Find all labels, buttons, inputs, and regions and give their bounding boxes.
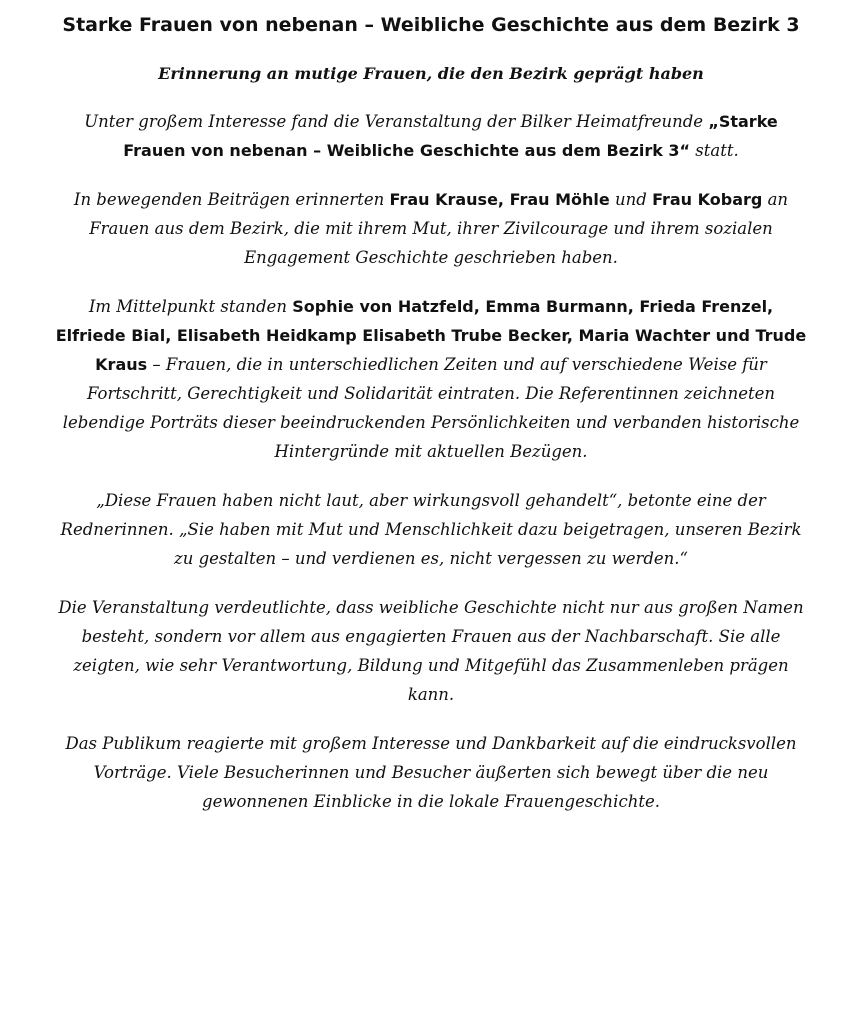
paragraph-speakers-text: In bewegenden Beiträgen erinnerten (73, 190, 390, 209)
featured-women-names-bold: Sophie von Hatzfeld, Emma Burmann, Frieda Frenzel, Elfriede Bial, Elisabeth Heidkamp Elisabeth Trube Becker, Maria Wachter und Trude Kraus (55, 297, 807, 374)
paragraph-quote: „Diese Frauen haben nicht laut, aber wirkungsvoll gehandelt“, betonte eine der Rednerinnen. „Sie haben mit Mut und Menschlichkeit dazu beigetragen, unseren Bezirk zu gestalten – und verdienen es, nicht vergessen zu werden.“ (60, 491, 802, 568)
paragraph-summary: Die Veranstaltung verdeutlichte, dass weibliche Geschichte nicht nur aus großen Namen besteht, sondern vor allem aus engagierten Frauen aus der Nachbarschaft. Sie alle zeigten, wie sehr Verantwortung, Bildung und Mitgefühl das Zusammenleben prägen kann. (58, 598, 804, 704)
speaker-names-bold: Frau Krause, Frau Möhle (389, 190, 610, 209)
paragraph-speakers-conjunction: und (609, 190, 653, 209)
paragraph-featured-text: Im Mittelpunkt standen (88, 297, 293, 316)
document-title: Starke Frauen von nebenan – Weibliche Geschichte aus dem Bezirk 3 (62, 14, 800, 36)
event-title-bold: „Starke Frauen von nebenan – Weibliche Geschichte aus dem Bezirk 3“ (123, 112, 778, 160)
paragraph-featured-end: – Frauen, die in unterschiedlichen Zeiten und auf verschiedene Weise für Fortschritt, Gerechtigkeit und Solidarität eintraten. Die Referentinnen zeichneten lebendige Porträts dieser beeindruckenden Persönlichkeiten und verbanden historische Hintergründe mit aktuellen Bezügen. (62, 355, 800, 461)
paragraph-intro-end: statt. (690, 141, 739, 160)
paragraph-intro (52, 107, 810, 165)
speaker-name-kobarg-bold: Frau Kobarg (652, 190, 763, 209)
paragraph-speakers-end: an Frauen aus dem Bezirk, die mit ihrem Mut, ihrer Zivilcourage und ihrem sozialen Engagement Geschichte geschrieben haben. (89, 190, 789, 267)
paragraph-featured-women (52, 292, 810, 466)
paragraph-speakers (52, 185, 810, 272)
document-subtitle: Erinnerung an mutige Frauen, die den Bezirk geprägt haben (158, 64, 704, 83)
paragraph-intro-text: Unter großem Interesse fand die Veranstaltung der Bilker Heimatfreunde (84, 112, 709, 131)
paragraph-audience: Das Publikum reagierte mit großem Interesse und Dankbarkeit auf die eindrucksvollen Vorträge. Viele Besucherinnen und Besucher äußerten sich bewegt über die neu gewonnenen Einblicke in die lokale Frauengeschichte. (65, 734, 797, 811)
